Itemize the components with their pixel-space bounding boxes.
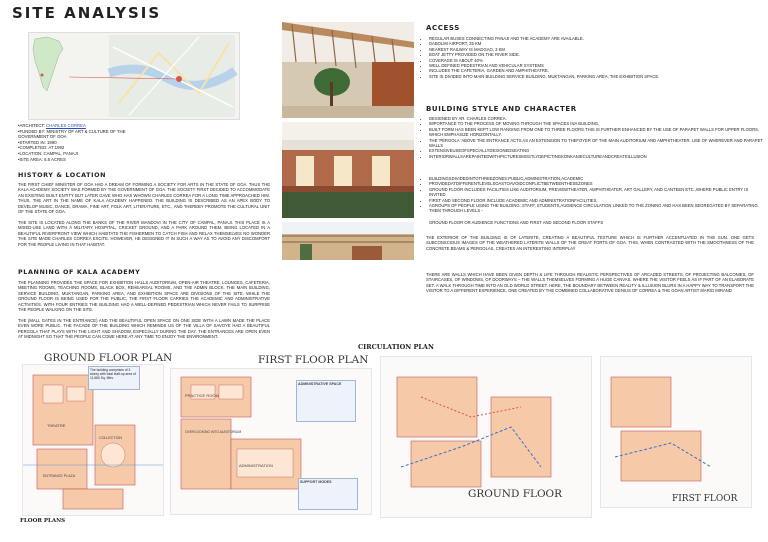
style-list-2	[421, 176, 764, 214]
map-graphic	[29, 33, 239, 119]
list-item: • EXTENSIVEUSEOFSPECIALLYDESIGNEDSEATING	[429, 148, 764, 153]
list-item: • BOAT JETTY PROVIDED ON THE RIVER SIDE.	[429, 52, 764, 57]
list-item: • REGULAR BUSES CONNECTING PANAJI AND THE ACADEMY ARE AVAILABLE.	[429, 36, 764, 41]
style-heading: BUILDING STYLE AND CHARACTER	[426, 105, 577, 113]
circulation-plan-title: CIRCULATION PLAN	[358, 343, 434, 351]
meta-location: •LOCATION: CAMPAL, PANAJI	[18, 150, 79, 156]
gf-plaza-label: ENTRANCE PLAZA	[43, 474, 76, 478]
list-item: • DESIGNED BY AR. CHARLES CORREA.	[429, 116, 764, 121]
list-item: • AGROUPS OF PEOPLE USING THE BUILDING: STAFF, STUDENTS,AUDIENCE CIRCULATION LINKED TO THE ZONING AND HAS BEEN SEGREGATED BY SEPARATING THEM THROUGH LEVELS -	[429, 203, 764, 214]
ff-admin-label: ADMINISTRATION	[239, 463, 273, 468]
ff-overlook-label: OVERLOOKING INTO AUDITORIUM	[185, 430, 242, 434]
meta-completed: •COMPLETED: AT 1992	[18, 145, 65, 151]
first-floor-plan-title: FIRST FLOOR PLAN	[258, 354, 369, 366]
style-list-1	[421, 116, 764, 159]
gf-note: The building comprises of 3 storey with total built-up area of 11,680 Sq. Mtrs.	[88, 366, 140, 390]
location-map	[28, 32, 240, 120]
footer-label: FLOOR PLANS	[20, 518, 66, 524]
style-para-1: THE EXTERIOR OF THE BUILDING IS OF LATERITE, CREATING A BEAUTIFUL TEXTURE WHICH IS FURTHER ACCENTUATED IN THE SUN. ONE GETS SUBCONSCIOUS IMAGES OF THE WEATHERED LATERITE WALLS OF THE GREAT FORTS OF GOA. THIS, WHEN CONTRASTED WITH THE SMOOTHNESS OF THE CONCRETE BEAMS & PERGOLAS, CREATES AN INTERESTING INTERPLAY	[426, 235, 754, 251]
list-item: • BUILT FORM HAS BEEN KEPT LOW RANGING FROM ONE TO THREE FLOORS.THIS IS FURTHER ENHANCED BY THE USE OF PARAPET WALLS FOR UPPER FLOORS, WHICH EMPHASIZE HORIZONTALLY.	[429, 127, 764, 138]
history-heading: HISTORY & LOCATION	[18, 171, 107, 179]
style-note: GROUND FLOOR OR AUDIENCE FUNCTIONS AND FIRST AND SECOND FLOOR STAFFS	[429, 220, 604, 225]
list-item: • THE 'PERGOLA 'ABOVE THE ENTRANCE ACTS AS AN EXTENSION TO THEFOYER OF THE MAIN AUDITORIUM AND AMPHITHEATER. USE OF WHEREVER AND PARAPET WALLS	[429, 138, 764, 149]
circulation-first-label: FIRST FLOOR	[672, 494, 738, 504]
list-item: • IMPORTANCE TO THE PROCESS OF MOVING THROUGH THE SPACES INA BUILDING.	[429, 121, 764, 126]
access-heading: ACCESS	[426, 24, 460, 32]
meta-funded: •FUNDED BY: MINISTRY OF ART & CULTURE OF THE GOVERNMENT OF GOA	[18, 128, 126, 140]
list-item: • GROUND FLOOR INCLUDES FACILITIES LIKE AUDITORIUM, PREVIEWTHEATER, AMPHITHEATER, ART GALLERY, AND CANTEEN ETC.,WHERE PUBLIC ENTRY IS INVITED	[429, 187, 764, 198]
style-para-2: THERE ARE WALLS WHICH HAVE BEEN GIVEN DEPTH & LIFE THROUGH REALISTIC PERSPECTIVES OF ARCADED STREETS, OF PROJECTING BALCONIES, OF STAIRCASES, OF WINDOWS, OF DOORWAYS – THE WALLS THEMSELVES FORMING A HUGE CANVAS. WHERE THE VISITOR FEELS AS IF PART OF AN ELABORATE SET. A WALK THROUGH TIME INTO AN OLD WORLD STREET. HERE, THE BOUNDARY BETWEEN REALITY & ILLUSION BLURS IN A HAPPY WAY TO TRANSPORT THE VISITOR TO A DIFFERENT EXPERIENCE, ONE CREATED BY THE COMBINED COLLABORATIVE GENIUS OF CORREA & THE GOAN ARTIST MARIO MIRAND	[426, 272, 754, 294]
architect-line: •ARCHITECT: CHARLES CORREA	[18, 123, 86, 128]
planning-para-1: THE PLANNING PROVIDES THE SPACE FOR EXHIBITION HALLS AUDITORIUM, OPEN-AIR THEATRE, LOUNGES, CAFETERIA, MEETING ROOMS, TEACHING ROOMS, BLACK BOX, REHEARSAL ROOMS, AND THE ADMIN BLOCK. THE MAIN BUILDING, SERVICE BUILDING, MUKTANGAN, PARKING AREA, AND EXHIBITION SPACE ARE DIVISIONS OF THE SITE. WHILE THE GROUND FLOOR IS BEING USED FOR THE PUBLIC, THE FIRST FLOOR CARRIES THE ACADEMIC AND ADMINISTRATIVE ACTIVITIES. WITH FOUR ENTRIES THE BUILDING HAD A WELL-DEFINED PEDESTRIAN WHICH NEVER FAILS TO SURPRISE THE PEOPLE WALKING ON THE SITE.	[18, 280, 270, 313]
ground-floor-plan-title: GROUND FLOOR PLAN	[44, 352, 173, 364]
photo-pergola-entrance	[282, 22, 414, 118]
ff-key-label: SUPPORT MODES	[300, 480, 332, 484]
gf-theatre-label: THEATRE	[47, 423, 66, 428]
page-title: SITE ANALYSIS	[12, 4, 162, 22]
meta-site-area: •SITE AREA: 6.5 ACRES	[18, 156, 66, 162]
photo-exterior	[282, 222, 414, 260]
list-item: • NEAREST RAILWAY IS MADGAO, 3 KM	[429, 47, 764, 52]
circulation-ground-label: GROUND FLOOR	[468, 488, 563, 500]
photo-laterite-facade	[282, 122, 414, 218]
ff-practice-label: PRACTICE ROOM	[185, 393, 219, 398]
list-item: • INCLUDES THE CAFETERIA, GARDEN AND AMPHITHEATRE.	[429, 68, 764, 73]
meta-started: •STARTED IN: 1990	[18, 139, 57, 145]
ff-admin-heading: ADMINISTRATIVE SPACE	[298, 382, 342, 386]
history-para-1: THE FIRST CHIEF MINISTER OF GOA HAD A DREAM OF FORMING A SOCIETY FOR ARTS IN THE STATE OF GOA. THUS THE KALA ACADEMY SOCIETY WAS FORMED BY THE GOVERNMENT OF GOA. THE SOCIETY FIRST DECIDED TO ACCOMMODATE AN EXISTING BUILT ENTITY BUT LATER GAVE WHO HAS WHOWN CHARLES CORREA FOR A LONG TIME APPROACHED HIM. THUS, THE ART IN THE NAME OF KALA ACADEMY HAPPENED. THE BUILDING IS DESCRIBED AS AN APEX BODY TO DEVELOP MUSIC, DANCE, DRAMA, FINE ART, FOLK ART, LITERATURE, ETC., AND THEREBY PROMOTE THE CULTURAL UNIT OF THE STATE OF GOA.	[18, 182, 270, 215]
history-para-2: THE SITE IS LOCATED ALONG THE BANKS OF THE RIVER MANDOVI IN THE CITY OF CAMPAL, PANAJI. THIS PLACE IS A MIXED-USE LAND WITH A MILITARY HOSPITAL, CRICKET GROUND, AND A PARK AROUND THEM. BEING LOCATED IN A BEAUTIFUL RIVERFRONT VIEW WHICH HABITATS THE FISHERMEN TO CATCH FISH AND RELAX THEMSELVES NO WONDER THE SITE MADE CHARLES CORREA EXCITE. HOWEVER, HE DESIGNED IT IN SUCH A WAY AS TO AVOID ANY DISCOMFORT FOR THE PEOPLE LIVING IN THAT HABITAT.	[18, 220, 270, 247]
list-item: • WELL DEFINED PEDESTRIAN AND VEHICULAR SYSTEMS	[429, 63, 764, 68]
circulation-first-plan	[600, 356, 752, 508]
ff-key-box	[298, 478, 358, 510]
list-item: • COVERAGE IS ABOUT 40%	[429, 58, 764, 63]
planning-heading: PLANNING OF KALA ACADEMY	[18, 268, 141, 276]
list-item: • PROVIDEDATDIFFERENTLEVELSOASTOAVOIDCONFLICTBETWEENTHESEZONES	[429, 181, 764, 186]
ff-admin-box	[296, 380, 356, 422]
list-item: • DABOLIM AIRPORT, 25 KM	[429, 41, 764, 46]
list-item: • INTERIORWALLSAREPAINTEDWITHPICTURESMOSTLYDEPICTINGKONKANIECULTUREANDCREATEILLUSION	[429, 154, 764, 159]
access-list	[421, 36, 764, 79]
gf-collection-label: COLLECTION	[99, 436, 122, 440]
project-info	[18, 123, 138, 162]
list-item: • BUILDINGSDIVIDEDINTOTHREEZONES:PUBLIC,ADMINISTRATION,ACADEMIC	[429, 176, 764, 181]
list-item: • FIRST AND SECOND FLOOR INCLUDE ACADEMIC AND ADMINISTRATIONFACILITIES.	[429, 198, 764, 203]
architect-link[interactable]: CHARLES CORREA	[46, 123, 86, 128]
planning-para-2: THE (MALL GATES IN THE ENTRANCE) AND THE BEAUTIFUL OPEN SPACE ON ONE SIDE WITH A LAWN MADE THE PLACE EVEN MORE PUBLIC. THE FACADE OF THE BUILDING WHICH REMINDS US OF THE VILLA OF SAVOYE HAD A BEAUTIFUL PERGOLA THAT PLAYS WITH THE LIGHT AND SHADOW, ESPECIALLY DURING THE DAY. THE ENTRANCES ARE OPEN EVEN AT MIDNIGHT SO THAT THE PEOPLE CAN COME HERE AT ANY TIME TO ENJOY THE ENVIRONMENT.	[18, 318, 270, 340]
list-item: • SITE IS DIVIDED INTO MAIN BUILDING SERVICE BUILDING, MUKTANGAN, PARKING AREA, THE EXHIBITION SPACE.	[429, 74, 764, 79]
